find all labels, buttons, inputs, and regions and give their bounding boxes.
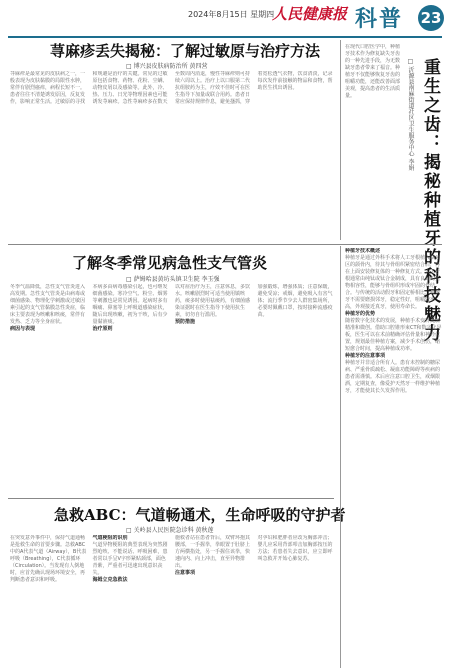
masthead xyxy=(0,0,450,38)
article-4-subtext-2: 随着数字化技术的发展，种植手术变得更加精准和微创。借助口腔锥形束CT和数字化导板，医生可以在术前精确评估骨量和神经位置，规划最佳种植方案，减少手术创伤，缩短愈合时间，提高种植成功率。 xyxy=(345,318,442,352)
article-4-intro-text: 在现代口腔医学中，种植牙技术作为修复缺失牙齿的一种先进手段，为无数缺牙患者带来了福音。种植牙不仅能够恢复牙齿的咀嚼功能，还能改善面部美观，提高患者的生活质量。 xyxy=(345,44,401,99)
article-3-text: 在突发意外事件中，保持气道通畅是抢救生命的首要步骤。急救ABC中的A代表气道（Airway），B代表呼吸（Breathing），C代表循环（Circulation）。当发现有人倒地时，应首先确认现场环境安全，再判断患者意识和呼吸。 xyxy=(10,535,87,583)
article-2-subhead-1: 病因与表现 xyxy=(10,326,36,332)
article-2-subhead-2: 治疗原则 xyxy=(92,326,113,332)
article-2-byline: □ 萨姆哈县黄坊头镇卫生院 李玉强 xyxy=(126,276,220,283)
article-2-subtext-2: 以对症治疗为主，注意休息，多饮水。咳嗽剧烈时可适当使用镇咳药，痰多时使用祛痰药，有细菌感染证据时在医生指导下使用抗生素，切勿自行滥用。 xyxy=(175,284,251,318)
article-2-subtext-3: 加强锻炼，增强体质；注意保暖，避免受凉；戒烟，避免吸入有害气体；流行季节少去人群密集场所，必要时佩戴口罩，按时接种流感疫苗。 xyxy=(257,284,333,318)
article-1-byline: □ 博兴县皮肤病防治所 黄四营 xyxy=(126,63,208,70)
article-4-intro xyxy=(345,44,403,242)
article-3-subtext-1: 气道异物梗阻的典型表现为突然剧烈呛咳、不能说话、呼吸困难，患者常以手呈V字形紧贴颈部，面色青紫，严重者可迅速出现意识丧失。 xyxy=(92,542,168,576)
article-2-subtext-1: 本病多由病毒感染引起，也可继发细菌感染。寒冷空气、粉尘、烟雾等刺激也是常见诱因。起病时多有咽痛、鼻塞等上呼吸道感染症状，随后出现咳嗽，初为干咳，后有少量黏液痰。 xyxy=(92,284,168,325)
article-4-subhead-3: 种植牙的注意事项 xyxy=(345,353,386,359)
article-3-subhead-2: 海姆立克急救法 xyxy=(92,577,128,583)
article-4-subtext-3: 种植牙并非适合所有人。患有未控制的糖尿病、严重骨质疏松、凝血功能障碍等疾病的患者需谨慎。术后应注意口腔卫生，戒烟限酒，定期复查，像爱护天然牙一样维护种植牙，才能使其长久发挥作用。 xyxy=(345,360,441,394)
article-2-text: 冬季气温降低，急性支气管炎进入高发期。急性支气管炎是由病毒或细菌感染、物理化学刺激或过敏因素引起的支气管黏膜急性炎症，临床主要表现为咳嗽和咳痰，常伴有发热、乏力等全身症状。 xyxy=(10,284,86,325)
article-2-body xyxy=(10,284,334,496)
article-4-subhead-1: 种植牙技术概述 xyxy=(345,248,381,254)
article-1-body xyxy=(10,71,334,241)
section-rule-2 xyxy=(8,498,334,499)
article-3-byline: □ 关岭县人民医院急诊科 黄秋莲 xyxy=(126,527,214,534)
page-number: 23 xyxy=(418,5,444,31)
newspaper-logo: 人民健康报 xyxy=(272,5,348,23)
article-1-text: 荨麻疹是最常见的皮肤病之一，一般表现为皮肤黏膜的局限性水肿，常伴有剧烈瘙痒，病程长短不一。患者往往不清楚诱发原因，反复发作，影响正常生活。过敏原的寻找和规避是治疗的关键。常见的过敏原包括食物、药物、花粉、尘螨、动物皮屑以及感染等。此外，冷、热、压力、日光等物理因素也可能诱发荨麻疹。急性荨麻疹多在数天至数周内消退，慢性荨麻疹则可持续六周以上。治疗上以口服第二代抗组胺药为主，疗效不佳时可在医生指导下加量或联合用药。患者日常应保持规律作息，避免搔抓，穿着宽松透气衣物，饮食清淡，记录每次发作前接触的物品和食物，帮助医生找出诱因。 xyxy=(10,71,333,105)
article-4-subtext-1: 种植牙是通过外科手术将人工牙根植入缺牙区的颌骨内，待其与骨组织紧密结合后，再在上面安装修复体的一种修复方式。人工牙根通常由纯钛或钛合金制成，具有良好的生物相容性，能够与骨组织形成牢固的骨结合。与传统的活动假牙和固定桥相比，种植牙不需要磨损邻牙，稳定性好，咀嚼效率高，外观接近真牙，使用寿命长。 xyxy=(345,255,441,310)
article-4-body xyxy=(345,248,442,668)
article-3-subtext-3: 对孕妇和肥胖者应改为胸部冲击；婴儿应采用背部叩击加胸部按压的方法；若患者失去意识，应立即呼叫急救并开始心肺复苏。 xyxy=(257,535,333,562)
column-divider xyxy=(340,40,341,240)
article-4-headline: 重生之齿：揭秘种植牙的科技魅力 xyxy=(420,58,440,343)
section-rule-1 xyxy=(8,244,442,245)
article-1-headline: 荨麻疹丢失揭秘：了解过敏原与治疗方法 xyxy=(50,42,321,60)
masthead-rule xyxy=(8,36,442,38)
section-title: 科普 xyxy=(355,6,404,32)
article-3-subtext-2: 施救者站在患者背后，双臂环抱其腰部，一手握拳，拳眼置于肚脐上方两横指处，另一手握住该拳，快速向内、向上冲击，直至异物排出。 xyxy=(175,535,251,569)
article-4-byline: □ 沂源县南麻街道社区卫生服务中心 李娟 xyxy=(407,58,414,171)
article-2-subhead-3: 预防措施 xyxy=(175,319,196,325)
article-4-subhead-2: 种植牙的优势 xyxy=(345,311,376,317)
article-3-subhead-1: 气道梗阻的识别 xyxy=(92,535,128,541)
issue-date: 2024年8月15日 星期四 xyxy=(188,10,275,19)
column-divider-lower xyxy=(340,246,341,668)
article-3-body xyxy=(10,535,334,668)
article-3-headline: 急救ABC：气道畅通术，生命呼吸的守护者 xyxy=(54,506,346,524)
article-3-subhead-3: 注意事项 xyxy=(175,570,196,576)
article-2-headline: 了解冬季常见病急性支气管炎 xyxy=(72,254,268,272)
